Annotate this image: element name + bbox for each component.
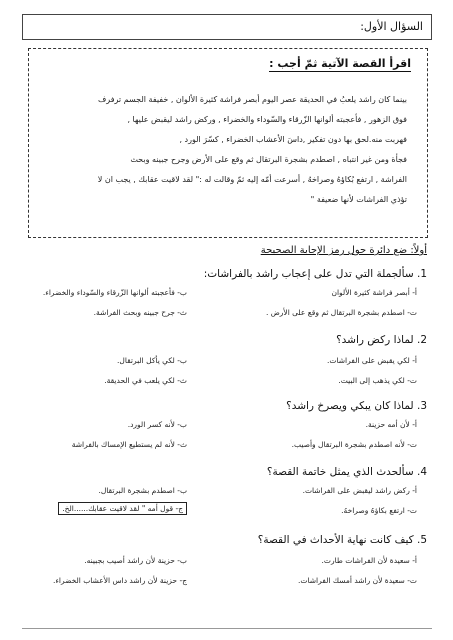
question-text: 4. سألحدث الذي يمثل خاتمة القصة؟ <box>266 466 427 478</box>
question-5 <box>27 534 427 585</box>
page-bottom-rule <box>22 628 432 629</box>
question-3 <box>27 400 427 449</box>
story-title: اقرأ القصة الآتية ثمّ أجب : <box>269 57 411 70</box>
option-d: ث- لكي يلعب في الحديقة. <box>104 376 187 385</box>
question-text: 5. كيف كانت نهاية الأحداث في القصة؟ <box>257 534 427 546</box>
option-c: ت- سعيدة لأن راشد أمسك الفراشات. <box>298 576 417 585</box>
option-d: ث- لأنه لم يستطيع الإمساك بالفراشة <box>71 440 187 449</box>
option-d: ث- جرح جبينه وبحث الفراشة. <box>93 308 187 317</box>
option-b: ب- لأنه كسر الورد. <box>127 420 187 429</box>
question-text: 3. لماذا كان يبكي ويصرخ راشد؟ <box>286 400 427 412</box>
story-line: تؤذي الفراشات لأنها ضعيفة " <box>310 195 407 204</box>
question-header-label: السؤال الأول: <box>360 20 423 33</box>
story-line: فوق الزهور , فأعجبته ألوانها الزّرقاء والسّوداء والخضراء , وركض راشد ليقبض عليها , <box>127 115 407 124</box>
story-line: بينما كان راشد يلعبُ في الحديقة عصر اليوم أبصر فراشة كثيرة الألوان , خفيفة الجسم ترفرف <box>97 95 407 104</box>
option-c: ت- لأنه اصطدم بشجرة البرتقال وأصيب. <box>291 440 417 449</box>
story-box <box>28 48 428 238</box>
option-a: أ- سعيدة لأن الفراشات طارت. <box>321 556 417 565</box>
option-a: أ- لأن أمه حزينة. <box>365 420 417 429</box>
section-title: أولاً: ضع دائرة حول رمز الإجابة الصحيحة <box>260 245 427 256</box>
story-line: الفراشة , ارتفع بُكاؤهُ وصراخهُ , أسرعت أمّه إليه ثمّ وقالت له :" لقد لاقيت عقابك , يجب ان لا <box>97 175 407 184</box>
story-line: فهربت منه.لحق بها دون تفكير ,داسَ الأعشاب الخضراء , كسّرَ الورد , <box>179 135 407 144</box>
option-d: ج- قول أمه " لقد لاقيت عقابك......الخ. <box>58 502 187 515</box>
option-a: أ- أبصر فراشة كثيرة الألوان <box>331 288 417 297</box>
option-b: ب- فأعجبته ألوانها الزّرقاء والسّوداء والخضراء. <box>42 288 187 297</box>
question-header-box <box>22 14 432 40</box>
question-4 <box>27 466 427 515</box>
story-line: فجأة ومن غير انتباه , اصطدم بشجرة البرتقال ثم وقع على الأرض وجرح جبينه وبحث <box>130 155 407 164</box>
option-b: ب- حزينة لأن راشد أصيب بجبينه. <box>84 556 187 565</box>
option-d: ج- حزينة لأن راشد داس الأعشاب الخضراء. <box>52 576 187 585</box>
option-b: ب- لكي يأكل البرتقال. <box>117 356 187 365</box>
question-2 <box>27 334 427 385</box>
question-1 <box>27 268 427 317</box>
option-c: ت- ارتفع بكاؤهُ وصراخهُ. <box>341 506 417 515</box>
option-c: ت- اصطدم بشجرة البرتقال ثم وقع على الأرض . <box>265 308 417 317</box>
option-b: ب- اصطدم بشجرة البرتقال. <box>98 486 187 495</box>
option-a: أ- ركض راشد ليقبض على الفراشات. <box>302 486 417 495</box>
question-text: 2. لماذا ركض راشد؟ <box>336 334 427 346</box>
option-c: ت- لكي يذهب إلى البيت. <box>338 376 417 385</box>
option-a: أ- لكي يقبض على الفراشات. <box>327 356 417 365</box>
question-text: 1. سألجملة التي تدل على إعجاب راشد بالفراشات: <box>203 268 427 280</box>
option-d-boxed <box>58 504 187 513</box>
